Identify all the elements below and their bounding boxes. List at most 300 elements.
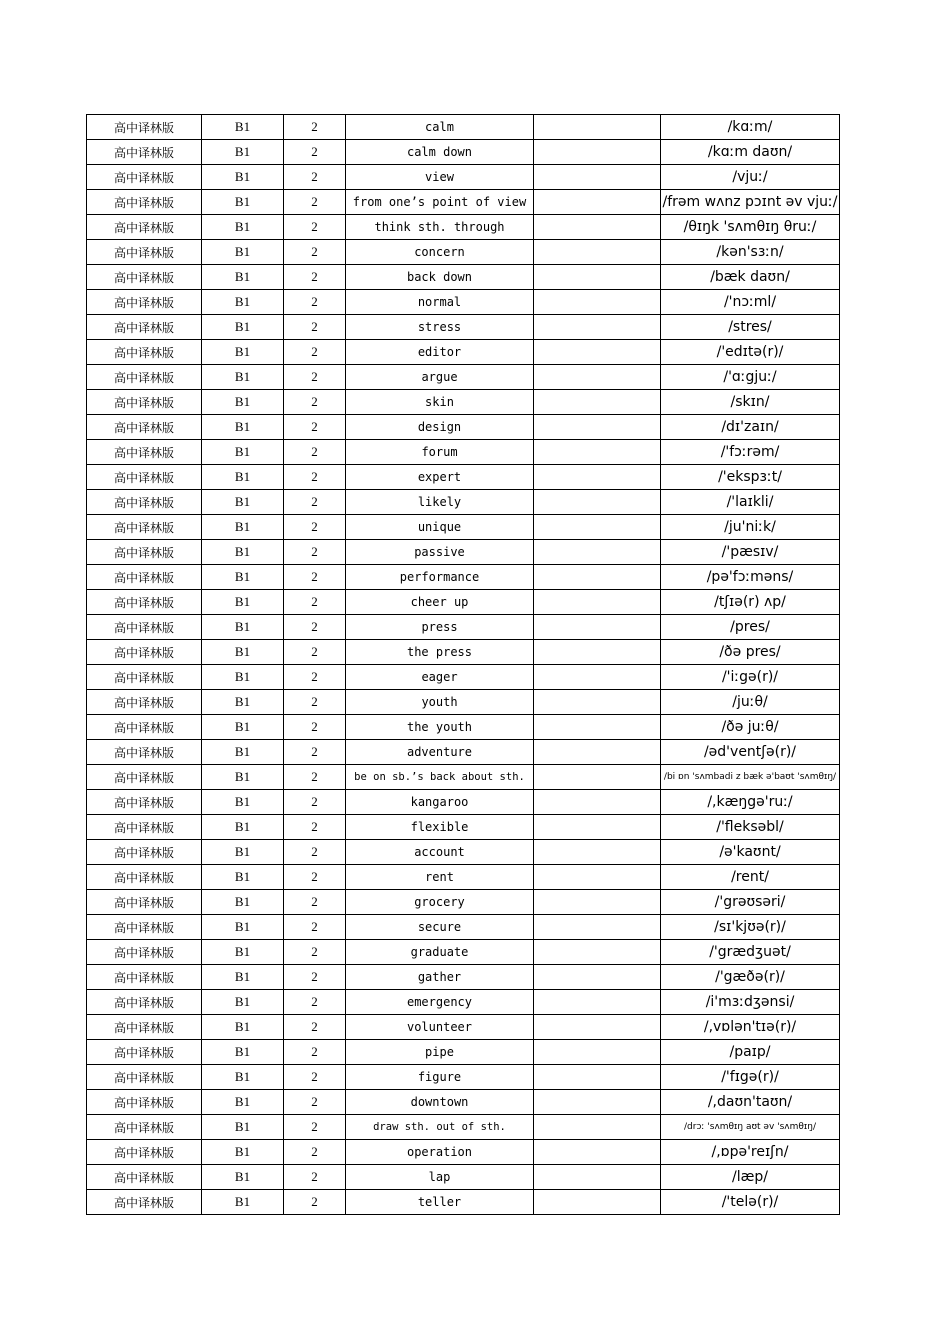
phonetic-cell: /'ɑːgjuː/ [661,365,840,390]
textbook-cell: 高中译林版 [87,565,202,590]
textbook-cell: 高中译林版 [87,915,202,940]
level-cell: B1 [202,415,284,440]
phonetic-cell: /,ɒpə'reɪʃn/ [661,1140,840,1165]
table-row [87,640,840,665]
unit-cell: 2 [284,165,346,190]
word-cell: lap [346,1165,534,1190]
empty-cell [534,490,661,515]
table-row [87,990,840,1015]
phonetic-cell: /pres/ [661,615,840,640]
textbook-cell: 高中译林版 [87,290,202,315]
table-row [87,115,840,140]
textbook-cell: 高中译林版 [87,340,202,365]
unit-cell: 2 [284,1015,346,1040]
level-cell: B1 [202,715,284,740]
table-row [87,815,840,840]
level-cell: B1 [202,740,284,765]
phonetic-cell: /,vɒlən'tɪə(r)/ [661,1015,840,1040]
word-cell: flexible [346,815,534,840]
unit-cell: 2 [284,690,346,715]
textbook-cell: 高中译林版 [87,115,202,140]
empty-cell [534,715,661,740]
phonetic-cell: /,daʊn'taʊn/ [661,1090,840,1115]
table-row [87,1040,840,1065]
level-cell: B1 [202,565,284,590]
table-row [87,190,840,215]
phonetic-cell: /kən'sɜːn/ [661,240,840,265]
table-row [87,965,840,990]
level-cell: B1 [202,1115,284,1140]
phonetic-cell: /ðə juːθ/ [661,715,840,740]
unit-cell: 2 [284,115,346,140]
empty-cell [534,1015,661,1040]
level-cell: B1 [202,640,284,665]
word-cell: operation [346,1140,534,1165]
phonetic-cell: /'grædʒuət/ [661,940,840,965]
empty-cell [534,390,661,415]
level-cell: B1 [202,1190,284,1215]
textbook-cell: 高中译林版 [87,1090,202,1115]
level-cell: B1 [202,290,284,315]
textbook-cell: 高中译林版 [87,315,202,340]
textbook-cell: 高中译林版 [87,465,202,490]
table-row [87,140,840,165]
unit-cell: 2 [284,290,346,315]
table-row [87,290,840,315]
phonetic-cell: /tʃɪə(r) ʌp/ [661,590,840,615]
textbook-cell: 高中译林版 [87,740,202,765]
textbook-cell: 高中译林版 [87,190,202,215]
word-cell: forum [346,440,534,465]
unit-cell: 2 [284,465,346,490]
word-cell: downtown [346,1090,534,1115]
table-row [87,1065,840,1090]
unit-cell: 2 [284,1040,346,1065]
phonetic-cell: /paɪp/ [661,1040,840,1065]
empty-cell [534,640,661,665]
level-cell: B1 [202,590,284,615]
word-cell: passive [346,540,534,565]
word-cell: argue [346,365,534,390]
empty-cell [534,1065,661,1090]
level-cell: B1 [202,190,284,215]
unit-cell: 2 [284,915,346,940]
textbook-cell: 高中译林版 [87,1190,202,1215]
empty-cell [534,265,661,290]
table-row [87,365,840,390]
word-cell: normal [346,290,534,315]
phonetic-cell: /,kæŋgə'ruː/ [661,790,840,815]
phonetic-cell: /læp/ [661,1165,840,1190]
empty-cell [534,940,661,965]
unit-cell: 2 [284,1165,346,1190]
level-cell: B1 [202,365,284,390]
table-row [87,565,840,590]
level-cell: B1 [202,165,284,190]
unit-cell: 2 [284,1140,346,1165]
textbook-cell: 高中译林版 [87,615,202,640]
textbook-cell: 高中译林版 [87,665,202,690]
table-row [87,890,840,915]
textbook-cell: 高中译林版 [87,490,202,515]
phonetic-cell: /θɪŋk 'sʌmθɪŋ θruː/ [661,215,840,240]
empty-cell [534,565,661,590]
word-cell: unique [346,515,534,540]
unit-cell: 2 [284,990,346,1015]
table-row [87,590,840,615]
table-row [87,340,840,365]
word-cell: think sth. through [346,215,534,240]
unit-cell: 2 [284,540,346,565]
textbook-cell: 高中译林版 [87,1140,202,1165]
empty-cell [534,665,661,690]
unit-cell: 2 [284,1065,346,1090]
word-cell: calm [346,115,534,140]
word-cell: design [346,415,534,440]
level-cell: B1 [202,465,284,490]
empty-cell [534,315,661,340]
word-cell: figure [346,1065,534,1090]
unit-cell: 2 [284,515,346,540]
empty-cell [534,890,661,915]
level-cell: B1 [202,115,284,140]
phonetic-cell: /'nɔːml/ [661,290,840,315]
empty-cell [534,215,661,240]
word-cell: back down [346,265,534,290]
empty-cell [534,190,661,215]
phonetic-cell: /'pæsɪv/ [661,540,840,565]
phonetic-cell: /'laɪkli/ [661,490,840,515]
phonetic-cell: /pə'fɔːməns/ [661,565,840,590]
table-row [87,465,840,490]
phonetic-cell: /'ekspɜːt/ [661,465,840,490]
phonetic-cell: /'fleksəbl/ [661,815,840,840]
phonetic-cell: /i'mɜːdʒənsi/ [661,990,840,1015]
level-cell: B1 [202,940,284,965]
table-row [87,840,840,865]
level-cell: B1 [202,840,284,865]
level-cell: B1 [202,765,284,790]
word-cell: teller [346,1190,534,1215]
word-cell: account [346,840,534,865]
level-cell: B1 [202,890,284,915]
word-cell: likely [346,490,534,515]
unit-cell: 2 [284,1090,346,1115]
empty-cell [534,1115,661,1140]
level-cell: B1 [202,915,284,940]
textbook-cell: 高中译林版 [87,965,202,990]
vocabulary-sheet [86,114,840,1215]
empty-cell [534,440,661,465]
unit-cell: 2 [284,440,346,465]
unit-cell: 2 [284,240,346,265]
table-row [87,1165,840,1190]
level-cell: B1 [202,790,284,815]
unit-cell: 2 [284,640,346,665]
phonetic-cell: /rent/ [661,865,840,890]
empty-cell [534,765,661,790]
word-cell: be on sb.’s back about sth. [346,765,534,790]
level-cell: B1 [202,865,284,890]
unit-cell: 2 [284,315,346,340]
unit-cell: 2 [284,890,346,915]
table-row [87,1090,840,1115]
phonetic-cell: /ju'niːk/ [661,515,840,540]
level-cell: B1 [202,490,284,515]
word-cell: adventure [346,740,534,765]
word-cell: emergency [346,990,534,1015]
word-cell: secure [346,915,534,940]
empty-cell [534,540,661,565]
table-row [87,1115,840,1140]
table-row [87,615,840,640]
phonetic-cell: /'iːgə(r)/ [661,665,840,690]
empty-cell [534,140,661,165]
phonetic-cell: /drɔː 'sʌmθɪŋ aʊt əv 'sʌmθɪŋ/ [661,1115,840,1140]
level-cell: B1 [202,1165,284,1190]
table-row [87,390,840,415]
word-cell: skin [346,390,534,415]
word-cell: grocery [346,890,534,915]
empty-cell [534,740,661,765]
phonetic-cell: /'edɪtə(r)/ [661,340,840,365]
table-row [87,915,840,940]
empty-cell [534,365,661,390]
empty-cell [534,615,661,640]
textbook-cell: 高中译林版 [87,1165,202,1190]
textbook-cell: 高中译林版 [87,715,202,740]
table-row [87,240,840,265]
phonetic-cell: /frəm wʌnz pɔɪnt əv vjuː/ [661,190,840,215]
level-cell: B1 [202,965,284,990]
word-cell: eager [346,665,534,690]
empty-cell [534,1165,661,1190]
phonetic-cell: /bi ɒn 'sʌmbadi z bæk ə'baʊt 'sʌmθɪŋ/ [661,765,840,790]
table-row [87,215,840,240]
empty-cell [534,865,661,890]
unit-cell: 2 [284,940,346,965]
level-cell: B1 [202,140,284,165]
table-row [87,315,840,340]
textbook-cell: 高中译林版 [87,1065,202,1090]
textbook-cell: 高中译林版 [87,640,202,665]
textbook-cell: 高中译林版 [87,990,202,1015]
level-cell: B1 [202,215,284,240]
level-cell: B1 [202,1140,284,1165]
table-row [87,765,840,790]
unit-cell: 2 [284,965,346,990]
empty-cell [534,840,661,865]
word-cell: cheer up [346,590,534,615]
empty-cell [534,415,661,440]
vocabulary-table-body [87,115,840,1215]
textbook-cell: 高中译林版 [87,690,202,715]
word-cell: kangaroo [346,790,534,815]
unit-cell: 2 [284,340,346,365]
textbook-cell: 高中译林版 [87,440,202,465]
phonetic-cell: /'fɪgə(r)/ [661,1065,840,1090]
table-row [87,165,840,190]
empty-cell [534,1190,661,1215]
phonetic-cell: /kɑːm/ [661,115,840,140]
textbook-cell: 高中译林版 [87,390,202,415]
word-cell: from one’s point of view [346,190,534,215]
empty-cell [534,240,661,265]
table-row [87,740,840,765]
empty-cell [534,915,661,940]
word-cell: concern [346,240,534,265]
table-row [87,490,840,515]
phonetic-cell: /'grəʊsəri/ [661,890,840,915]
empty-cell [534,965,661,990]
word-cell: performance [346,565,534,590]
unit-cell: 2 [284,565,346,590]
phonetic-cell: /'fɔːrəm/ [661,440,840,465]
table-row [87,790,840,815]
word-cell: pipe [346,1040,534,1065]
textbook-cell: 高中译林版 [87,165,202,190]
word-cell: graduate [346,940,534,965]
unit-cell: 2 [284,590,346,615]
table-row [87,1190,840,1215]
unit-cell: 2 [284,665,346,690]
textbook-cell: 高中译林版 [87,265,202,290]
textbook-cell: 高中译林版 [87,815,202,840]
textbook-cell: 高中译林版 [87,415,202,440]
textbook-cell: 高中译林版 [87,790,202,815]
textbook-cell: 高中译林版 [87,940,202,965]
table-row [87,265,840,290]
unit-cell: 2 [284,790,346,815]
level-cell: B1 [202,1040,284,1065]
textbook-cell: 高中译林版 [87,1040,202,1065]
level-cell: B1 [202,240,284,265]
empty-cell [534,515,661,540]
textbook-cell: 高中译林版 [87,865,202,890]
level-cell: B1 [202,440,284,465]
level-cell: B1 [202,1090,284,1115]
textbook-cell: 高中译林版 [87,240,202,265]
textbook-cell: 高中译林版 [87,540,202,565]
word-cell: gather [346,965,534,990]
vocabulary-table [86,114,840,1215]
table-row [87,540,840,565]
phonetic-cell: /juːθ/ [661,690,840,715]
textbook-cell: 高中译林版 [87,140,202,165]
level-cell: B1 [202,1015,284,1040]
table-row [87,440,840,465]
word-cell: press [346,615,534,640]
level-cell: B1 [202,615,284,640]
level-cell: B1 [202,1065,284,1090]
empty-cell [534,165,661,190]
unit-cell: 2 [284,715,346,740]
unit-cell: 2 [284,365,346,390]
word-cell: the youth [346,715,534,740]
word-cell: draw sth. out of sth. [346,1115,534,1140]
word-cell: view [346,165,534,190]
unit-cell: 2 [284,1190,346,1215]
textbook-cell: 高中译林版 [87,365,202,390]
table-row [87,415,840,440]
unit-cell: 2 [284,765,346,790]
empty-cell [534,790,661,815]
word-cell: editor [346,340,534,365]
table-row [87,690,840,715]
level-cell: B1 [202,515,284,540]
phonetic-cell: /stres/ [661,315,840,340]
level-cell: B1 [202,690,284,715]
table-row [87,940,840,965]
empty-cell [534,1090,661,1115]
table-row [87,515,840,540]
phonetic-cell: /'telə(r)/ [661,1190,840,1215]
empty-cell [534,1040,661,1065]
textbook-cell: 高中译林版 [87,840,202,865]
word-cell: the press [346,640,534,665]
unit-cell: 2 [284,1115,346,1140]
phonetic-cell: /vjuː/ [661,165,840,190]
phonetic-cell: /skɪn/ [661,390,840,415]
phonetic-cell: /əd'ventʃə(r)/ [661,740,840,765]
word-cell: calm down [346,140,534,165]
level-cell: B1 [202,315,284,340]
word-cell: expert [346,465,534,490]
phonetic-cell: /bæk daʊn/ [661,265,840,290]
table-row [87,865,840,890]
empty-cell [534,340,661,365]
textbook-cell: 高中译林版 [87,215,202,240]
textbook-cell: 高中译林版 [87,590,202,615]
unit-cell: 2 [284,490,346,515]
word-cell: youth [346,690,534,715]
phonetic-cell: /kɑːm daʊn/ [661,140,840,165]
table-row [87,665,840,690]
unit-cell: 2 [284,390,346,415]
empty-cell [534,290,661,315]
phonetic-cell: /'gæðə(r)/ [661,965,840,990]
empty-cell [534,465,661,490]
level-cell: B1 [202,390,284,415]
unit-cell: 2 [284,615,346,640]
word-cell: stress [346,315,534,340]
level-cell: B1 [202,990,284,1015]
level-cell: B1 [202,340,284,365]
unit-cell: 2 [284,215,346,240]
textbook-cell: 高中译林版 [87,1015,202,1040]
phonetic-cell: /ðə pres/ [661,640,840,665]
textbook-cell: 高中译林版 [87,1115,202,1140]
unit-cell: 2 [284,740,346,765]
table-row [87,715,840,740]
textbook-cell: 高中译林版 [87,765,202,790]
word-cell: volunteer [346,1015,534,1040]
level-cell: B1 [202,265,284,290]
textbook-cell: 高中译林版 [87,890,202,915]
empty-cell [534,690,661,715]
level-cell: B1 [202,540,284,565]
textbook-cell: 高中译林版 [87,515,202,540]
level-cell: B1 [202,815,284,840]
empty-cell [534,815,661,840]
empty-cell [534,115,661,140]
empty-cell [534,1140,661,1165]
table-row [87,1015,840,1040]
phonetic-cell: /dɪ'zaɪn/ [661,415,840,440]
empty-cell [534,590,661,615]
unit-cell: 2 [284,840,346,865]
unit-cell: 2 [284,415,346,440]
